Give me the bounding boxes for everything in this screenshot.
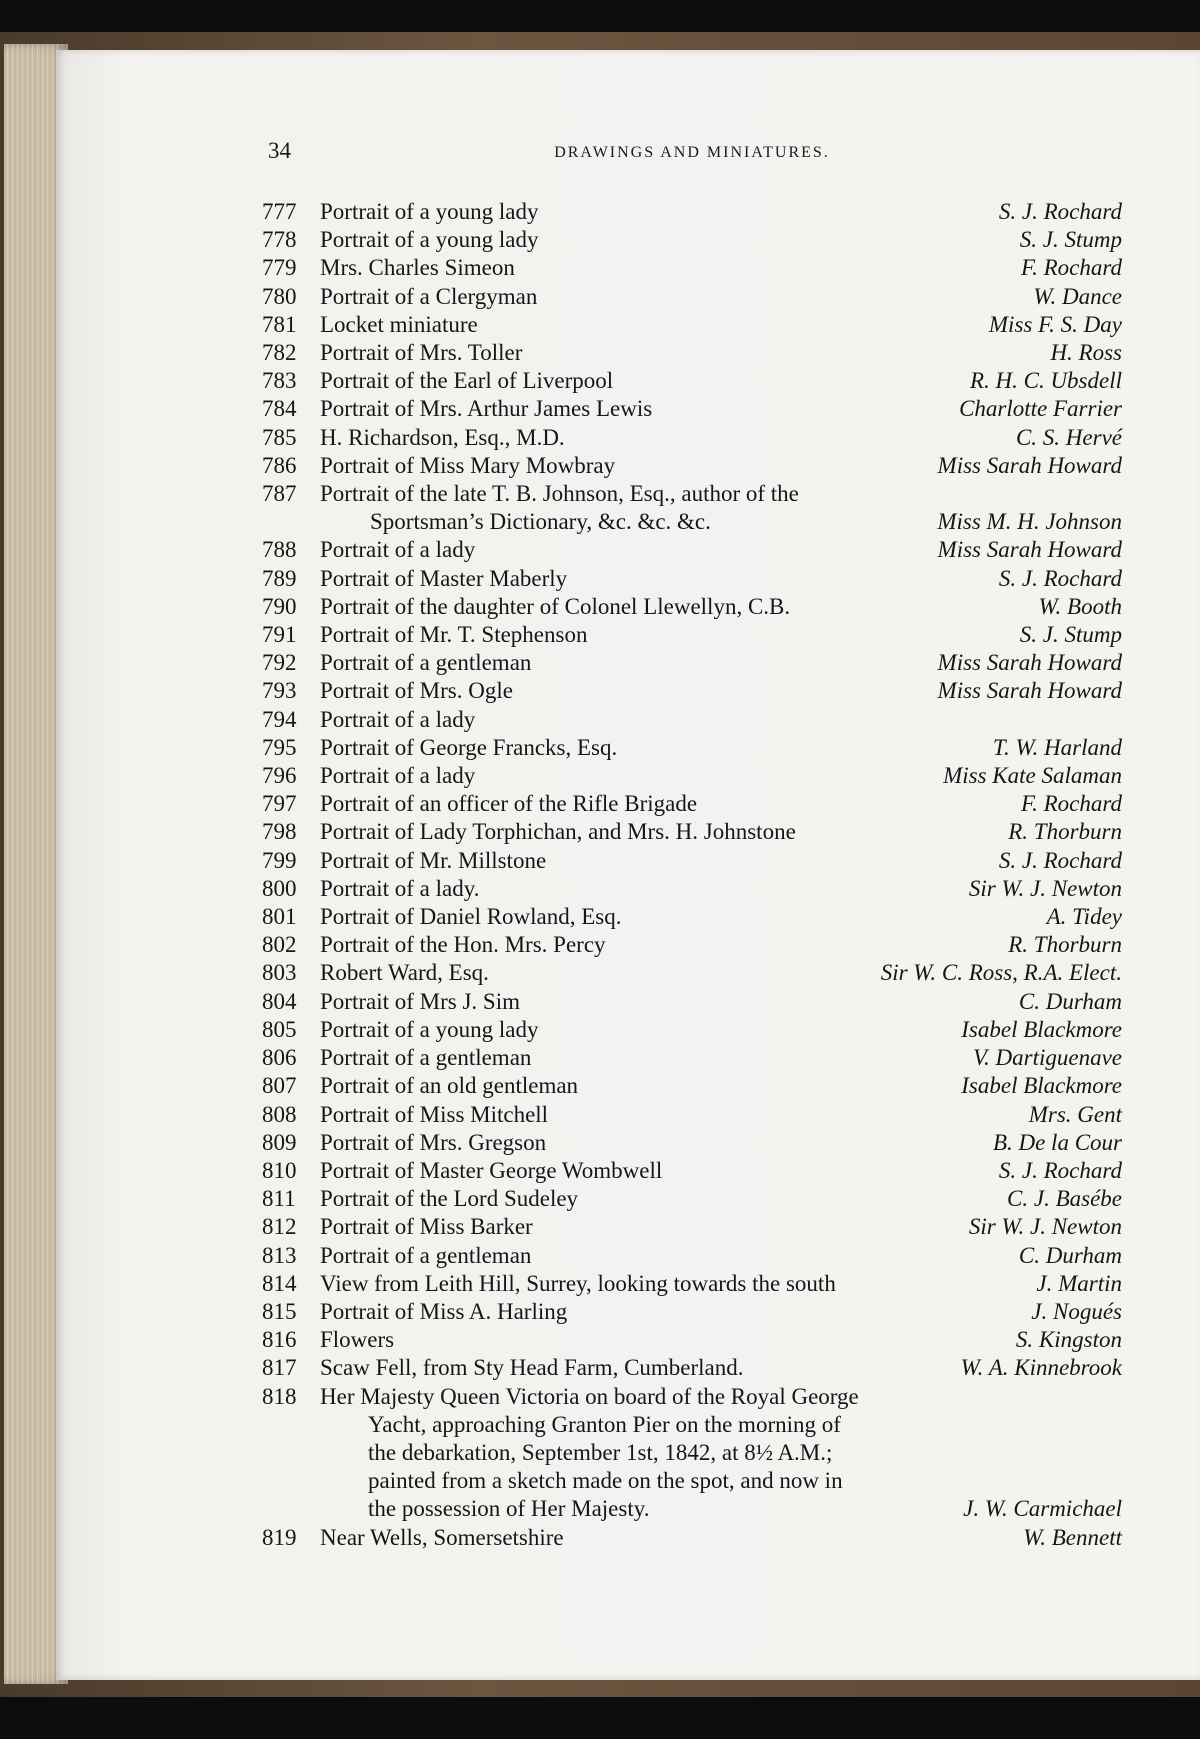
entry-title: Portrait of Mrs. Gregson [320, 1129, 547, 1155]
entry-title: Portrait of a lady [320, 537, 476, 563]
entry-first-line [262, 790, 1122, 818]
entry-title: Portrait of a Clergyman [320, 283, 538, 309]
catalogue-entry [262, 621, 1122, 649]
entry-first-line [262, 1016, 1122, 1044]
running-head: DRAWINGS AND MINIATURES. [554, 144, 830, 161]
entry-first-line [262, 424, 1122, 452]
entry-number: 818 [262, 1383, 297, 1409]
entry-number: 783 [262, 368, 297, 394]
entry-number: 816 [262, 1327, 297, 1353]
entry-title: Portrait of George Francks, Esq. [320, 734, 618, 760]
entry-first-line [262, 762, 1122, 790]
entry-title: Portrait of an old gentleman [320, 1073, 579, 1099]
entry-title: Portrait of Daniel Rowland, Esq. [320, 904, 622, 930]
catalogue-entry [262, 311, 1122, 339]
entry-title: Portrait of a lady [320, 763, 476, 789]
entry-title: Yacht, approaching Granton Pier on the morning of [368, 1411, 841, 1437]
entry-number: 780 [262, 283, 297, 309]
entry-artist: Miss Sarah Howard [937, 678, 1122, 704]
entry-first-line [262, 480, 1122, 508]
catalogue-entry [262, 1242, 1122, 1270]
catalogue-entry [262, 1524, 1122, 1552]
entry-continuation-line [262, 1467, 1122, 1495]
entry-number: 788 [262, 537, 297, 563]
entry-first-line [262, 1242, 1122, 1270]
catalogue-entry [262, 649, 1122, 677]
catalogue-entry [262, 1383, 1122, 1524]
entry-artist: S. J. Rochard [998, 565, 1122, 591]
entry-number: 801 [262, 904, 297, 930]
catalogue-entry [262, 959, 1122, 987]
catalogue-entry [262, 395, 1122, 423]
catalogue-entry [262, 847, 1122, 875]
entry-artist: B. De la Cour [992, 1129, 1122, 1155]
entry-artist: W. Booth [1038, 593, 1122, 619]
entry-number: 785 [262, 424, 297, 450]
entry-number: 786 [262, 452, 297, 478]
entry-number: 797 [262, 791, 297, 817]
entry-artist: S. J. Rochard [998, 847, 1122, 873]
entry-first-line [262, 1072, 1122, 1100]
entry-artist: Miss M. H. Johnson [937, 509, 1122, 535]
catalogue-entry [262, 1129, 1122, 1157]
entry-number: 784 [262, 396, 297, 422]
entry-title: Portrait of a young lady [320, 227, 539, 253]
catalogue-entry [262, 198, 1122, 226]
entry-number: 787 [262, 481, 297, 507]
entry-first-line [262, 847, 1122, 875]
entry-title: Portrait of the late T. B. Johnson, Esq., author of the [320, 481, 799, 507]
entry-artist: J. Martin [1036, 1270, 1122, 1296]
catalogue-entry [262, 565, 1122, 593]
catalogue-entry [262, 1354, 1122, 1382]
catalogue-entry [262, 339, 1122, 367]
entry-number: 804 [262, 988, 297, 1014]
catalogue-entry [262, 283, 1122, 311]
entry-artist: Sir W. J. Newton [968, 875, 1122, 901]
entry-first-line [262, 959, 1122, 987]
catalogue-entry [262, 734, 1122, 762]
entry-number: 802 [262, 932, 297, 958]
entry-artist: Sir W. J. Newton [968, 1214, 1122, 1240]
entry-number: 812 [262, 1214, 297, 1240]
entry-artist: V. Dartiguenave [972, 1045, 1122, 1071]
entry-title: Portrait of a gentleman [320, 1045, 532, 1071]
catalogue-entry [262, 1044, 1122, 1072]
entry-first-line [262, 593, 1122, 621]
entry-artist: Miss Kate Salaman [943, 763, 1122, 789]
catalogue-entry [262, 1101, 1122, 1129]
entry-artist: Isabel Blackmore [961, 1016, 1122, 1042]
entry-title: Locket miniature [320, 311, 478, 337]
entry-first-line [262, 988, 1122, 1016]
entry-title: Portrait of Miss Mary Mowbray [320, 452, 616, 478]
entry-number: 810 [262, 1157, 297, 1183]
entry-title: Flowers [320, 1327, 395, 1353]
entry-title: H. Richardson, Esq., M.D. [320, 424, 565, 450]
entry-number: 811 [262, 1186, 296, 1212]
catalogue-entry [262, 818, 1122, 846]
entry-artist: W. Dance [1033, 283, 1122, 309]
entry-number: 781 [262, 311, 297, 337]
entry-number: 813 [262, 1242, 297, 1268]
catalogue-entries [262, 198, 1122, 1552]
catalogue-entry [262, 424, 1122, 452]
entry-title: Portrait of Mrs. Toller [320, 340, 523, 366]
entry-number: 808 [262, 1101, 297, 1127]
entry-title: Portrait of the Hon. Mrs. Percy [320, 932, 606, 958]
entry-first-line [262, 1213, 1122, 1241]
entry-title: Sportsman’s Dictionary, &c. &c. &c. [370, 509, 711, 535]
entry-artist: J. Nogués [1031, 1298, 1122, 1324]
entry-artist: C. Durham [1018, 1242, 1122, 1268]
entry-title: Portrait of Mrs J. Sim [320, 988, 520, 1014]
entry-artist: Miss Sarah Howard [937, 650, 1122, 676]
entry-title: Portrait of a gentleman [320, 650, 532, 676]
entry-first-line [262, 226, 1122, 254]
entry-title: View from Leith Hill, Surrey, looking towards the south [320, 1270, 836, 1296]
entry-title: the possession of Her Majesty. [368, 1496, 650, 1522]
entry-first-line [262, 452, 1122, 480]
entry-title: Portrait of Mrs. Ogle [320, 678, 513, 704]
entry-title: Portrait of a lady [320, 706, 476, 732]
entry-title: Portrait of Master Maberly [320, 565, 568, 591]
entry-artist: C. J. Basébe [1007, 1186, 1122, 1212]
entry-first-line [262, 339, 1122, 367]
entry-artist: J. W. Carmichael [963, 1496, 1122, 1522]
entry-artist: W. Bennett [1023, 1524, 1122, 1550]
entry-title: Portrait of Mrs. Arthur James Lewis [320, 396, 653, 422]
entry-number: 790 [262, 593, 297, 619]
entry-first-line [262, 198, 1122, 226]
entry-first-line [262, 621, 1122, 649]
entry-title: painted from a sketch made on the spot, and now in [368, 1468, 843, 1494]
entry-first-line [262, 706, 1122, 734]
entry-number: 819 [262, 1524, 297, 1550]
entry-title: Portrait of a lady. [320, 875, 480, 901]
entry-number: 789 [262, 565, 297, 591]
entry-first-line [262, 1354, 1122, 1382]
entry-artist: Charlotte Farrier [959, 396, 1122, 422]
entry-first-line [262, 931, 1122, 959]
catalogue-entry [262, 677, 1122, 705]
catalogue-entry [262, 536, 1122, 564]
entry-artist: Isabel Blackmore [961, 1073, 1122, 1099]
entry-artist: C. S. Hervé [1015, 424, 1122, 450]
entry-first-line [262, 311, 1122, 339]
catalogue-entry [262, 480, 1122, 536]
entry-number: 809 [262, 1129, 297, 1155]
entry-title: Near Wells, Somersetshire [320, 1524, 564, 1550]
entry-first-line [262, 367, 1122, 395]
entry-title: Portrait of Miss Mitchell [320, 1101, 549, 1127]
entry-first-line [262, 903, 1122, 931]
entry-first-line [262, 1270, 1122, 1298]
entry-first-line [262, 677, 1122, 705]
entry-first-line [262, 1185, 1122, 1213]
entry-number: 799 [262, 847, 297, 873]
entry-continuation-line [262, 1439, 1122, 1467]
entry-artist: Miss Sarah Howard [937, 452, 1122, 478]
entry-title: Portrait of the Earl of Liverpool [320, 368, 614, 394]
entry-artist: S. J. Stump [1019, 227, 1122, 253]
entry-number: 796 [262, 763, 297, 789]
catalogue-entry [262, 367, 1122, 395]
entry-number: 803 [262, 960, 297, 986]
catalogue-entry [262, 762, 1122, 790]
catalogue-entry [262, 1157, 1122, 1185]
entry-number: 779 [262, 255, 297, 281]
entry-first-line [262, 875, 1122, 903]
entry-artist: C. Durham [1018, 988, 1122, 1014]
entry-artist: S. J. Rochard [998, 1157, 1122, 1183]
catalogue-entry [262, 1213, 1122, 1241]
entry-title: Portrait of the daughter of Colonel Llewellyn, C.B. [320, 593, 791, 619]
entry-first-line [262, 283, 1122, 311]
entry-artist: S. Kingston [1015, 1327, 1122, 1353]
entry-first-line [262, 818, 1122, 846]
entry-number: 777 [262, 199, 297, 224]
entry-number: 814 [262, 1270, 297, 1296]
catalogue-entry [262, 254, 1122, 282]
entry-artist: W. A. Kinnebrook [960, 1355, 1122, 1381]
entry-artist: F. Rochard [1021, 255, 1122, 281]
entry-artist: R. Thorburn [1008, 819, 1122, 845]
entry-number: 798 [262, 819, 297, 845]
catalogue-entry [262, 1016, 1122, 1044]
entry-title: Portrait of Master George Wombwell [320, 1157, 663, 1183]
catalogue-entry [262, 1185, 1122, 1213]
catalogue-entry [262, 593, 1122, 621]
catalogue-entry [262, 988, 1122, 1016]
entry-artist: F. Rochard [1021, 791, 1122, 817]
entry-number: 815 [262, 1298, 297, 1324]
entry-title: Mrs. Charles Simeon [320, 255, 515, 281]
entry-title: Portrait of Miss A. Harling [320, 1298, 568, 1324]
catalogue-entry [262, 1072, 1122, 1100]
entry-number: 817 [262, 1355, 297, 1381]
entry-first-line [262, 395, 1122, 423]
entry-title: Portrait of a gentleman [320, 1242, 532, 1268]
entry-continuation-line [262, 508, 1122, 536]
entry-artist: S. J. Rochard [998, 199, 1122, 224]
entry-title: Portrait of the Lord Sudeley [320, 1186, 579, 1212]
entry-first-line [262, 649, 1122, 677]
catalogue-entry [262, 875, 1122, 903]
catalogue-entry [262, 1298, 1122, 1326]
entry-title: Scaw Fell, from Sty Head Farm, Cumberland. [320, 1355, 744, 1381]
entry-title: Portrait of an officer of the Rifle Brigade [320, 791, 698, 817]
entry-number: 807 [262, 1073, 297, 1099]
entry-title: Portrait of a young lady [320, 1016, 539, 1042]
entry-first-line [262, 1157, 1122, 1185]
entry-first-line [262, 565, 1122, 593]
entry-artist: Sir W. C. Ross, R.A. Elect. [880, 960, 1122, 986]
entry-number: 793 [262, 678, 297, 704]
entry-title: Robert Ward, Esq. [320, 960, 489, 986]
entry-first-line [262, 1524, 1122, 1552]
page-number: 34 [268, 138, 291, 163]
entry-number: 782 [262, 340, 297, 366]
entry-artist: Mrs. Gent [1028, 1101, 1122, 1127]
catalogue-entry [262, 1326, 1122, 1354]
entry-artist: R. H. C. Ubsdell [969, 368, 1122, 394]
entry-title: the debarkation, September 1st, 1842, at 8½ A.M.; [368, 1439, 833, 1465]
entry-number: 778 [262, 227, 297, 253]
entry-artist: Miss Sarah Howard [937, 537, 1122, 563]
entry-title: Portrait of a young lady [320, 199, 539, 224]
entry-continuation-line [262, 1495, 1122, 1523]
entry-title: Portrait of Mr. T. Stephenson [320, 622, 588, 648]
entry-continuation-line [262, 1411, 1122, 1439]
entry-first-line [262, 1129, 1122, 1157]
entry-artist: S. J. Stump [1019, 622, 1122, 648]
entry-number: 800 [262, 875, 297, 901]
entry-first-line [262, 254, 1122, 282]
catalogue-entry [262, 452, 1122, 480]
entry-number: 795 [262, 734, 297, 760]
entry-title: Her Majesty Queen Victoria on board of the Royal George [320, 1383, 859, 1409]
page-header [268, 138, 1116, 168]
entry-first-line [262, 536, 1122, 564]
catalogue-entry [262, 226, 1122, 254]
entry-first-line [262, 1044, 1122, 1072]
entry-artist: Miss F. S. Day [988, 311, 1122, 337]
catalogue-entry [262, 931, 1122, 959]
entry-title: Portrait of Miss Barker [320, 1214, 533, 1240]
entry-number: 792 [262, 650, 297, 676]
entry-first-line [262, 1383, 1122, 1411]
entry-title: Portrait of Lady Torphichan, and Mrs. H. Johnstone [320, 819, 796, 845]
entry-first-line [262, 1101, 1122, 1129]
catalogue-entry [262, 903, 1122, 931]
entry-artist: A. Tidey [1046, 904, 1122, 930]
entry-title: Portrait of Mr. Millstone [320, 847, 547, 873]
catalogue-entry [262, 706, 1122, 734]
entry-first-line [262, 1298, 1122, 1326]
entry-first-line [262, 734, 1122, 762]
entry-first-line [262, 1326, 1122, 1354]
catalogue-entry [262, 1270, 1122, 1298]
entry-number: 791 [262, 622, 297, 648]
entry-number: 806 [262, 1045, 297, 1071]
entry-number: 794 [262, 706, 297, 732]
entry-artist: T. W. Harland [992, 734, 1122, 760]
entry-number: 805 [262, 1016, 297, 1042]
entry-artist: R. Thorburn [1008, 932, 1122, 958]
catalogue-entry [262, 790, 1122, 818]
entry-artist: H. Ross [1050, 340, 1122, 366]
